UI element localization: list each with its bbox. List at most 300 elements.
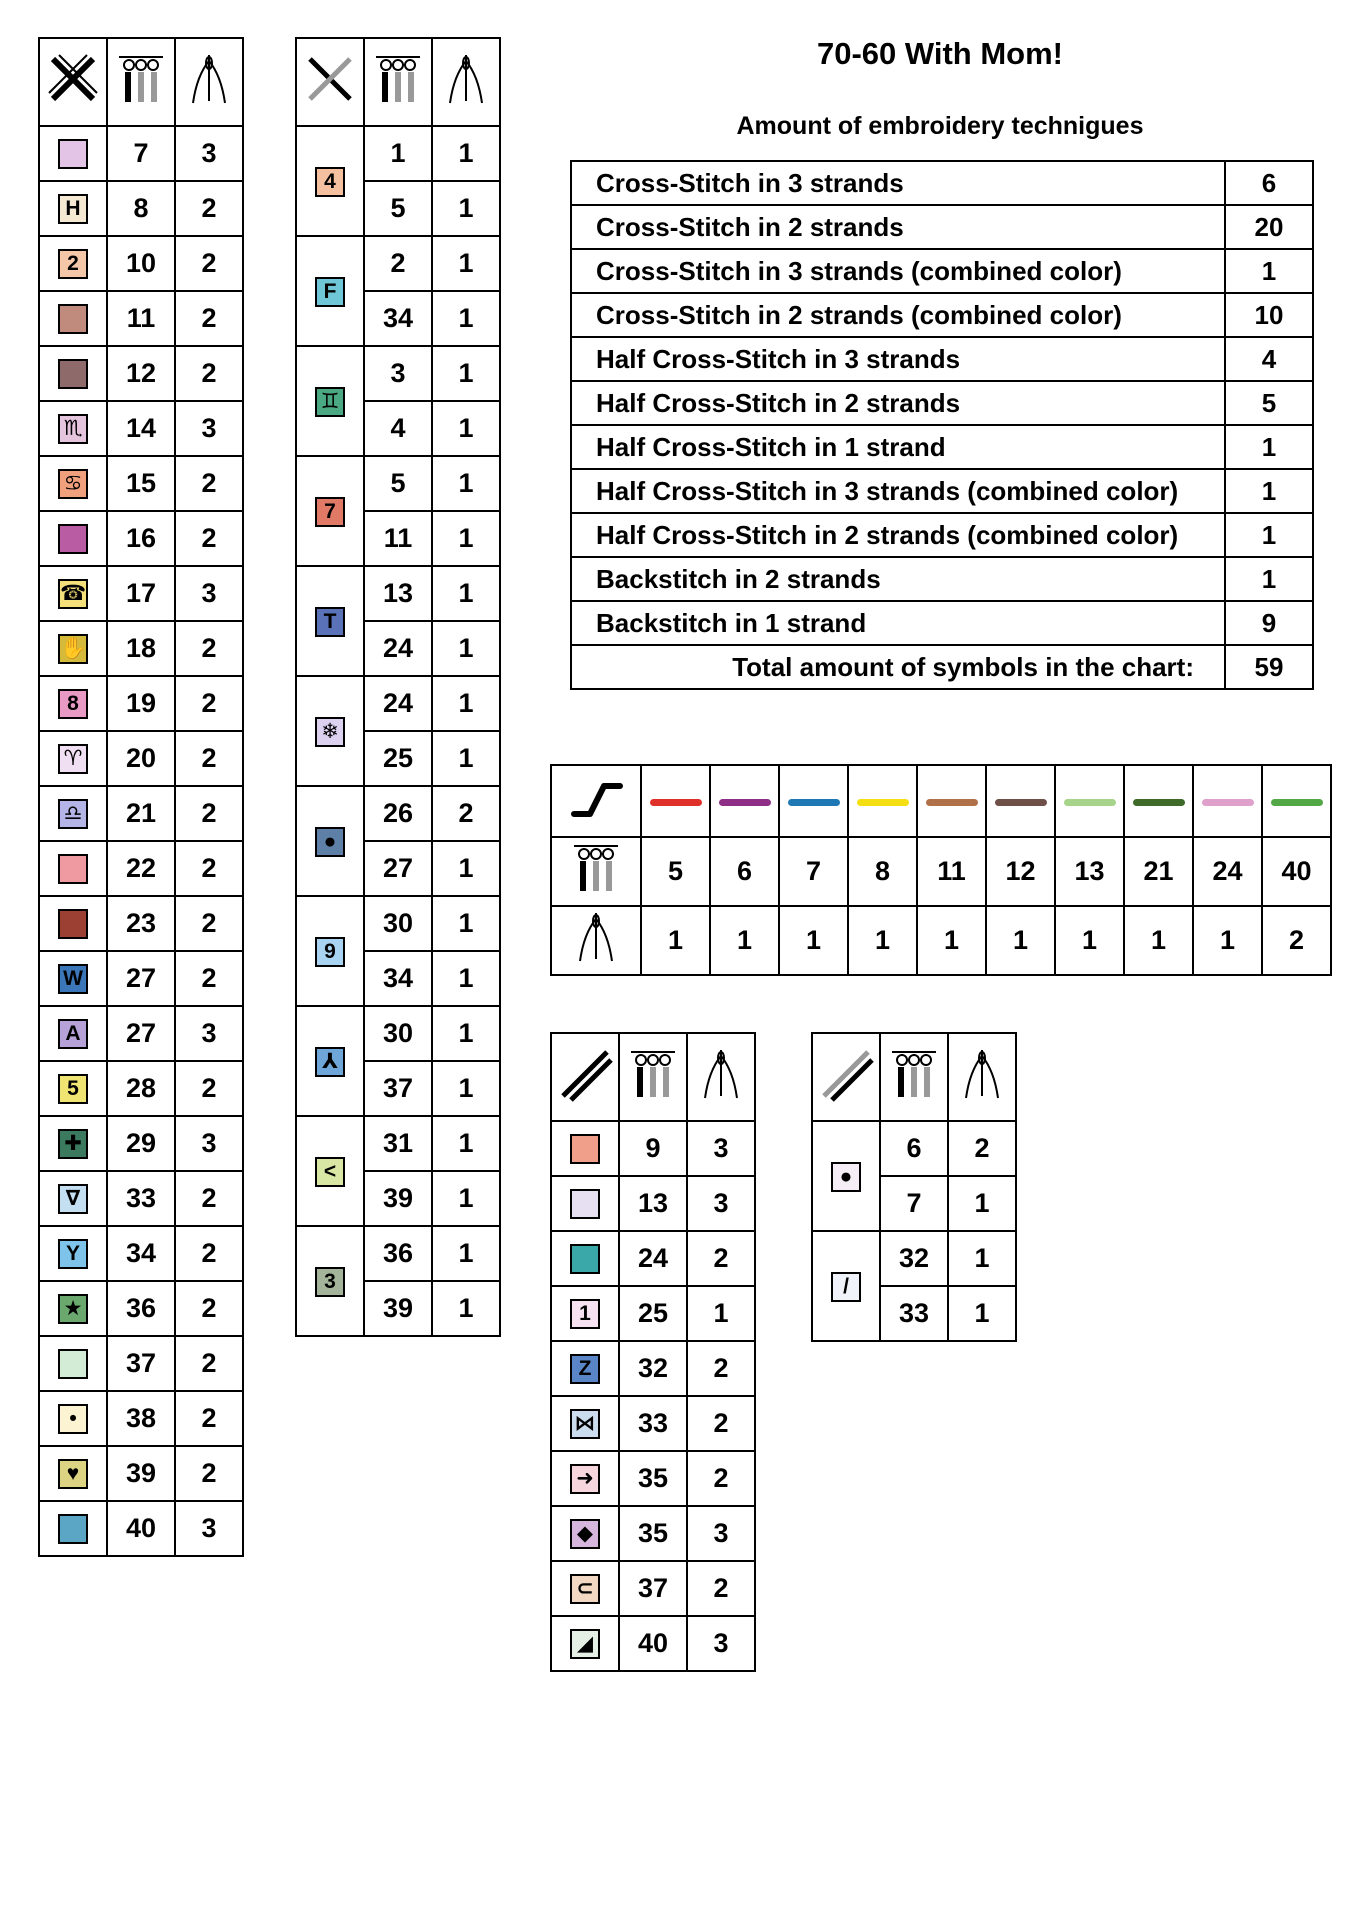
technique-label: Half Cross-Stitch in 2 strands (combined color)	[571, 513, 1225, 557]
half-cross-stitch-icon	[551, 1033, 619, 1121]
arrow-right-icon	[570, 1464, 600, 1494]
color-number: 11	[107, 291, 175, 346]
technique-count: 9	[1225, 601, 1313, 645]
color-number: 34	[364, 951, 432, 1006]
symbol-glyph: ◢	[576, 1632, 594, 1656]
color-number: 36	[107, 1281, 175, 1336]
letter-t-icon	[315, 607, 345, 637]
table-row	[39, 1281, 243, 1336]
strand-count: 2	[175, 1446, 243, 1501]
technique-row	[571, 337, 1313, 381]
symbol-glyph: •	[69, 1407, 77, 1431]
cross-stitch-icon	[39, 38, 107, 126]
strand-count: 1	[432, 126, 500, 181]
strand-count: 2	[175, 896, 243, 951]
technique-label: Half Cross-Stitch in 2 strands	[571, 381, 1225, 425]
color-number: 5	[364, 181, 432, 236]
strand-count: 1	[432, 1006, 500, 1061]
letter-a-icon	[58, 1019, 88, 1049]
strand-count: 2	[948, 1121, 1016, 1176]
cancer-icon	[58, 469, 88, 499]
bell-icon	[58, 1349, 88, 1379]
color-number: 4	[364, 401, 432, 456]
color-number: 32	[880, 1231, 948, 1286]
strand-count: 1	[641, 906, 710, 975]
strand-count: 2	[1262, 906, 1331, 975]
technique-count: 1	[1225, 513, 1313, 557]
digit-4-icon	[315, 167, 345, 197]
table-row	[551, 1231, 755, 1286]
backstitch-color-swatch	[1055, 765, 1124, 837]
color-number: 35	[619, 1506, 687, 1561]
symbol-glyph: ♈	[63, 747, 83, 771]
technique-row	[571, 161, 1313, 205]
scorpio-icon	[58, 414, 88, 444]
color-number: 5	[364, 456, 432, 511]
table-row	[39, 1501, 243, 1556]
color-number: 24	[364, 676, 432, 731]
color-number: 33	[619, 1396, 687, 1451]
strand-count: 1	[948, 1231, 1016, 1286]
backstitch-color-swatch	[1262, 765, 1331, 837]
strand-count: 2	[687, 1396, 755, 1451]
strand-count: 2	[687, 1231, 755, 1286]
table-row	[39, 126, 243, 181]
symbol-glyph: 8	[67, 692, 79, 716]
color-number: 13	[1055, 837, 1124, 906]
color-number: 15	[107, 456, 175, 511]
letter-l-icon	[58, 909, 88, 939]
symbol-glyph: 9	[324, 939, 336, 963]
color-number: 2	[364, 236, 432, 291]
needle-strands-icon	[687, 1033, 755, 1121]
color-number: 30	[364, 1006, 432, 1061]
strand-count: 1	[432, 346, 500, 401]
digit-8-icon	[58, 689, 88, 719]
table-row	[296, 1006, 500, 1061]
color-number: 36	[364, 1226, 432, 1281]
needle-strands-icon	[432, 38, 500, 126]
strand-count: 1	[432, 731, 500, 786]
triangle-icon	[570, 1629, 600, 1659]
strand-count: 2	[175, 291, 243, 346]
arrow-up-left-icon	[58, 304, 88, 334]
letter-c-icon	[570, 1574, 600, 1604]
color-number: 33	[107, 1171, 175, 1226]
symbol-glyph: <	[323, 1159, 337, 1183]
strand-count: 1	[432, 181, 500, 236]
tripod-icon	[315, 1047, 345, 1077]
gemini-icon	[315, 387, 345, 417]
cross-stitch-table	[38, 37, 244, 1557]
drop-icon	[831, 1162, 861, 1192]
strand-count: 2	[175, 951, 243, 1006]
technique-label: Cross-Stitch in 2 strands	[571, 205, 1225, 249]
digit-5-icon	[58, 1074, 88, 1104]
strand-count: 1	[432, 896, 500, 951]
table-row	[296, 346, 500, 401]
table-row	[39, 181, 243, 236]
strand-count: 1	[432, 951, 500, 1006]
symbol-glyph: W	[63, 967, 83, 991]
table-row	[39, 566, 243, 621]
strand-count: 2	[175, 1391, 243, 1446]
technique-count: 1	[1225, 557, 1313, 601]
color-number: 7	[779, 837, 848, 906]
color-number: 33	[880, 1286, 948, 1341]
table-row	[551, 1396, 755, 1451]
strand-count: 1	[432, 401, 500, 456]
symbol-glyph: 2	[67, 252, 79, 276]
combined-cross-stitch-table	[295, 37, 501, 1337]
strand-count: 3	[687, 1616, 755, 1671]
strand-count: 2	[687, 1341, 755, 1396]
technique-count: 10	[1225, 293, 1313, 337]
symbol-glyph: ●	[323, 829, 337, 853]
color-number: 7	[107, 126, 175, 181]
color-number: 23	[107, 896, 175, 951]
color-number: 14	[107, 401, 175, 456]
technique-label: Half Cross-Stitch in 3 strands	[571, 337, 1225, 381]
floss-colors-icon	[364, 38, 432, 126]
strand-count: 1	[432, 676, 500, 731]
floss-colors-icon	[107, 38, 175, 126]
technique-label: Cross-Stitch in 2 strands (combined color)	[571, 293, 1225, 337]
strand-count: 1	[710, 906, 779, 975]
strand-count: 1	[432, 841, 500, 896]
strand-count: 1	[432, 1171, 500, 1226]
needle-strands-icon	[175, 38, 243, 126]
letter-z-icon	[570, 1354, 600, 1384]
plus-icon	[58, 1129, 88, 1159]
backstitch-icon	[551, 765, 641, 837]
strand-count: 2	[175, 511, 243, 566]
strand-count: 3	[175, 1006, 243, 1061]
color-number: 26	[364, 786, 432, 841]
snowflake-icon	[315, 717, 345, 747]
table-row	[551, 1341, 755, 1396]
telephone-icon	[58, 579, 88, 609]
table-row	[39, 1336, 243, 1391]
strand-count: 2	[175, 676, 243, 731]
table-row	[296, 1226, 500, 1281]
strand-count: 3	[175, 401, 243, 456]
strand-count: 2	[175, 1226, 243, 1281]
symbol-glyph: H	[65, 197, 81, 221]
color-number: 39	[107, 1446, 175, 1501]
slash-icon	[831, 1272, 861, 1302]
symbol-glyph: Z	[578, 1357, 592, 1381]
table-row	[39, 511, 243, 566]
phone-hook-icon	[58, 524, 88, 554]
table-row	[39, 236, 243, 291]
color-number: 31	[364, 1116, 432, 1171]
table-row	[39, 896, 243, 951]
color-number: 21	[107, 786, 175, 841]
symbol-glyph: 7	[324, 499, 336, 523]
symbol-glyph: ✋	[60, 637, 87, 661]
strand-count: 2	[175, 841, 243, 896]
table-row	[551, 1506, 755, 1561]
color-number: 12	[986, 837, 1055, 906]
strand-count: 1	[432, 1226, 500, 1281]
total-row	[571, 645, 1313, 689]
diamond-icon	[570, 1519, 600, 1549]
table-row	[39, 786, 243, 841]
technique-label: Half Cross-Stitch in 3 strands (combined color)	[571, 469, 1225, 513]
table-row	[39, 346, 243, 401]
color-number: 39	[364, 1171, 432, 1226]
color-number: 34	[107, 1226, 175, 1281]
table-row	[39, 1171, 243, 1226]
color-number: 16	[107, 511, 175, 566]
table-row	[551, 1561, 755, 1616]
strand-count: 1	[432, 1116, 500, 1171]
backstitch-line	[857, 799, 909, 806]
strand-count: 1	[986, 906, 1055, 975]
table-row	[551, 1121, 755, 1176]
strand-count: 3	[175, 566, 243, 621]
strand-count: 2	[687, 1451, 755, 1506]
table-row	[296, 896, 500, 951]
backstitch-color-swatch	[917, 765, 986, 837]
table-row	[39, 676, 243, 731]
techniques-table	[570, 160, 1314, 690]
table-row	[296, 236, 500, 291]
strand-count: 1	[917, 906, 986, 975]
technique-row	[571, 425, 1313, 469]
symbol-glyph: ✚	[64, 1132, 82, 1156]
backstitch-line	[1133, 799, 1185, 806]
color-number: 6	[710, 837, 779, 906]
technique-count: 1	[1225, 469, 1313, 513]
color-number: 21	[1124, 837, 1193, 906]
table-row	[39, 621, 243, 676]
backstitch-color-swatch	[848, 765, 917, 837]
strand-count: 2	[175, 1061, 243, 1116]
strand-count: 1	[687, 1286, 755, 1341]
strand-count: 2	[175, 346, 243, 401]
table-row	[551, 1286, 755, 1341]
technique-row	[571, 293, 1313, 337]
backstitch-line	[788, 799, 840, 806]
table-row	[39, 1061, 243, 1116]
technique-label: Cross-Stitch in 3 strands	[571, 161, 1225, 205]
bowtie-icon	[570, 1409, 600, 1439]
strand-count: 2	[175, 456, 243, 511]
technique-count: 1	[1225, 249, 1313, 293]
letter-f-icon	[315, 277, 345, 307]
color-number: 37	[107, 1336, 175, 1391]
half-fill-icon	[570, 1244, 600, 1274]
strand-count: 3	[175, 126, 243, 181]
backstitch-line	[1271, 799, 1323, 806]
strand-count: 2	[175, 1336, 243, 1391]
embroidery-square-icon	[58, 139, 88, 169]
color-number: 34	[364, 291, 432, 346]
symbol-glyph: ☎	[60, 582, 87, 606]
strand-count: 3	[687, 1176, 755, 1231]
aries-icon	[58, 744, 88, 774]
symbol-glyph: 3	[324, 1269, 336, 1293]
table-row	[39, 731, 243, 786]
table-row	[296, 786, 500, 841]
backstitch-line	[719, 799, 771, 806]
page-title: 70-60 With Mom!	[816, 36, 1064, 71]
digit-1-icon	[570, 1299, 600, 1329]
technique-row	[571, 205, 1313, 249]
color-number: 12	[107, 346, 175, 401]
table-row	[551, 1451, 755, 1506]
backstitch-color-swatch	[986, 765, 1055, 837]
technique-label: Backstitch in 2 strands	[571, 557, 1225, 601]
technique-count: 20	[1225, 205, 1313, 249]
color-number: 6	[880, 1121, 948, 1176]
half-cross-stitch-table	[550, 1032, 756, 1672]
symbol-glyph: ♋	[63, 472, 83, 496]
backstitch-color-swatch	[1193, 765, 1262, 837]
technique-label: Backstitch in 1 strand	[571, 601, 1225, 645]
backstitch-color-swatch	[641, 765, 710, 837]
technique-count: 5	[1225, 381, 1313, 425]
color-number: 24	[1193, 837, 1262, 906]
color-number: 30	[364, 896, 432, 951]
strand-count: 2	[175, 731, 243, 786]
table-row	[551, 1616, 755, 1671]
color-number: 24	[364, 621, 432, 676]
table-row	[296, 566, 500, 621]
symbol-glyph: 5	[67, 1077, 79, 1101]
color-number: 40	[619, 1616, 687, 1671]
table-row	[296, 126, 500, 181]
color-number: 9	[619, 1121, 687, 1176]
table-row	[39, 401, 243, 456]
table-row	[812, 1121, 1016, 1176]
technique-row	[571, 469, 1313, 513]
color-number: 11	[917, 837, 986, 906]
backstitch-color-swatch	[710, 765, 779, 837]
symbol-glyph: /	[843, 1274, 849, 1298]
symbol-glyph: ⅄	[322, 1049, 338, 1073]
symbol-glyph: ♊	[320, 389, 340, 413]
heart-icon	[58, 1459, 88, 1489]
table-row	[39, 456, 243, 511]
floss-colors-icon	[880, 1033, 948, 1121]
floppy-icon	[58, 854, 88, 884]
color-number: 37	[364, 1061, 432, 1116]
floss-colors-icon	[551, 837, 641, 906]
color-number: 11	[364, 511, 432, 566]
strand-count: 2	[175, 1171, 243, 1226]
needle-strands-icon	[948, 1033, 1016, 1121]
technique-count: 4	[1225, 337, 1313, 381]
strand-count: 1	[432, 1281, 500, 1336]
technique-row	[571, 249, 1313, 293]
symbol-glyph: ♏	[63, 417, 83, 441]
dot-icon	[58, 1404, 88, 1434]
color-number: 25	[619, 1286, 687, 1341]
symbol-glyph: A	[65, 1022, 81, 1046]
table-row	[39, 841, 243, 896]
color-number: 7	[880, 1176, 948, 1231]
strand-count: 3	[175, 1501, 243, 1556]
strand-count: 1	[432, 236, 500, 291]
combined-half-cross-stitch-table	[811, 1032, 1017, 1342]
strand-count: 1	[432, 456, 500, 511]
symbol-glyph: Y	[65, 1242, 80, 1266]
backstitch-color-swatch	[779, 765, 848, 837]
backstitch-line	[1064, 799, 1116, 806]
hand-icon	[58, 634, 88, 664]
strand-count: 1	[1193, 906, 1262, 975]
symbol-glyph: ★	[63, 1297, 83, 1321]
color-number: 24	[619, 1231, 687, 1286]
table-row	[39, 951, 243, 1006]
table-row	[39, 1006, 243, 1061]
symbol-glyph: ♎	[63, 802, 83, 826]
envelope-icon	[570, 1189, 600, 1219]
color-number: 1	[364, 126, 432, 181]
color-number: 25	[364, 731, 432, 786]
symbol-glyph: ⋈	[574, 1412, 596, 1436]
combined-cross-stitch-icon	[296, 38, 364, 126]
triangle-corner-icon	[570, 1134, 600, 1164]
table-row	[39, 1116, 243, 1171]
floss-colors-icon	[619, 1033, 687, 1121]
color-number: 37	[619, 1561, 687, 1616]
circle-icon	[315, 827, 345, 857]
total-label: Total amount of symbols in the chart:	[571, 645, 1225, 689]
backstitch-color-swatch	[1124, 765, 1193, 837]
strand-count: 1	[1055, 906, 1124, 975]
strand-count: 1	[779, 906, 848, 975]
letter-w-icon	[58, 964, 88, 994]
color-number: 29	[107, 1116, 175, 1171]
digit-2-icon	[58, 249, 88, 279]
digit-9-icon	[315, 937, 345, 967]
symbol-glyph: F	[323, 279, 337, 303]
total-count: 59	[1225, 645, 1313, 689]
technique-row	[571, 557, 1313, 601]
less-than-icon	[315, 1157, 345, 1187]
strand-count: 3	[175, 1116, 243, 1171]
color-number: 3	[364, 346, 432, 401]
color-number: 22	[107, 841, 175, 896]
letter-h-icon	[58, 194, 88, 224]
strand-count: 2	[175, 786, 243, 841]
technique-label: Half Cross-Stitch in 1 strand	[571, 425, 1225, 469]
symbol-glyph: 4	[324, 169, 336, 193]
color-number: 20	[107, 731, 175, 786]
technique-row	[571, 601, 1313, 645]
digit-7-icon	[315, 497, 345, 527]
color-number: 35	[619, 1451, 687, 1506]
color-number: 40	[1262, 837, 1331, 906]
color-number: 13	[364, 566, 432, 621]
color-number: 28	[107, 1061, 175, 1116]
symbol-glyph: T	[323, 609, 337, 633]
symbol-glyph: 1	[579, 1302, 591, 1326]
strand-count: 2	[175, 1281, 243, 1336]
backstitch-table	[550, 764, 1332, 976]
color-number: 38	[107, 1391, 175, 1446]
strand-count: 2	[175, 621, 243, 676]
strand-count: 2	[175, 181, 243, 236]
strand-count: 1	[948, 1286, 1016, 1341]
table-row	[551, 1176, 755, 1231]
strand-count: 3	[687, 1121, 755, 1176]
needle-strands-icon	[551, 906, 641, 975]
